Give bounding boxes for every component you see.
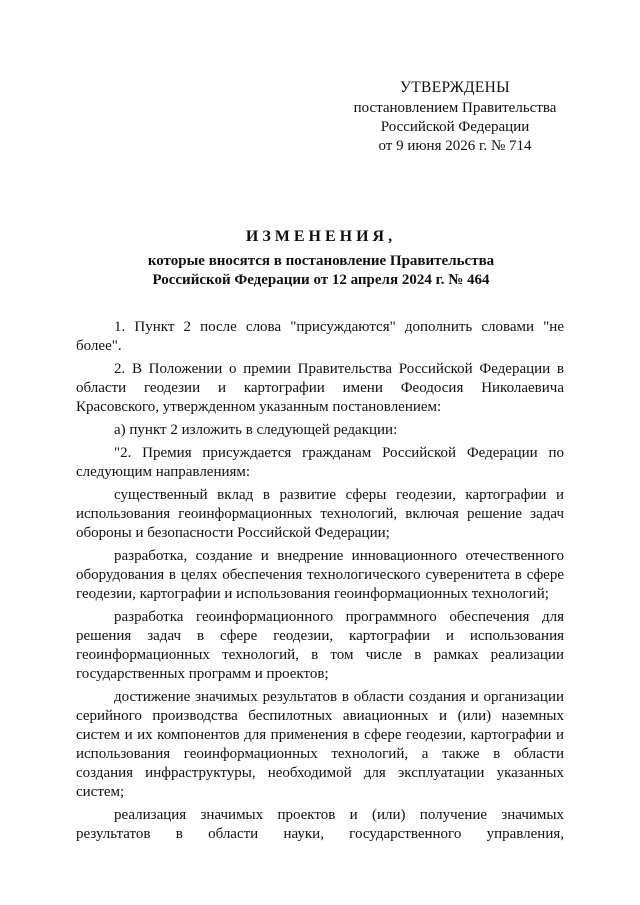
approval-line-2: Российской Федерации bbox=[380, 119, 530, 135]
paragraph: существенный вклад в развитие сферы геодезии, картографии и использования геоинформационных технологий, включая решение задач обороны и безопасности Российской Федерации; bbox=[76, 487, 564, 541]
approval-stamp bbox=[330, 78, 580, 156]
approval-line-3: от 9 июня 2026 г. № 714 bbox=[378, 138, 532, 154]
approval-heading: УТВЕРЖДЕНЫ bbox=[400, 79, 510, 96]
document-subtitle-line-1: которые вносятся в постановление Правительства bbox=[147, 253, 495, 269]
paragraph: а) пункт 2 изложить в следующей редакции: bbox=[114, 422, 398, 438]
document-title: ИЗМЕНЕНИЯ, bbox=[245, 228, 397, 245]
paragraph: разработка, создание и внедрение инновационного отечественного оборудования в целях обеспечения технологического суверенитета в сфере геодезии, картографии и использования геоинформационных технологий; bbox=[76, 548, 564, 602]
document-title-block bbox=[76, 226, 566, 290]
document-subtitle-line-2: Российской Федерации от 12 апреля 2024 г. № 464 bbox=[152, 272, 490, 288]
document-body bbox=[76, 318, 564, 848]
paragraph: 2. В Положении о премии Правительства Российской Федерации в области геодезии и картографии имени Феодосия Николаевича Красовского, утвержденном указанным постановлением: bbox=[76, 361, 564, 415]
paragraph: "2. Премия присуждается гражданам Российской Федерации по следующим направлениям: bbox=[76, 445, 564, 480]
paragraph: разработка геоинформационного программного обеспечения для решения задач в сфере геодезии, картографии и использования геоинформационных технологий, в том числе в рамках реализации государственных программ и проектов; bbox=[76, 609, 564, 682]
paragraph: 1. Пункт 2 после слова "присуждаются" дополнить словами "не более". bbox=[76, 319, 564, 354]
paragraph: реализация значимых проектов и (или) получение значимых результатов в области науки, государственного управления, bbox=[76, 807, 564, 842]
approval-line-1: постановлением Правительства bbox=[353, 100, 557, 116]
paragraph: достижение значимых результатов в области создания и организации серийного производства беспилотных авиационных и (или) наземных систем и их компонентов для применения в сфере геодезии, картографии и использования геоинформационных технологий, а также в области создания инфраструктуры, необходимой для эксплуатации указанных систем; bbox=[76, 689, 564, 800]
